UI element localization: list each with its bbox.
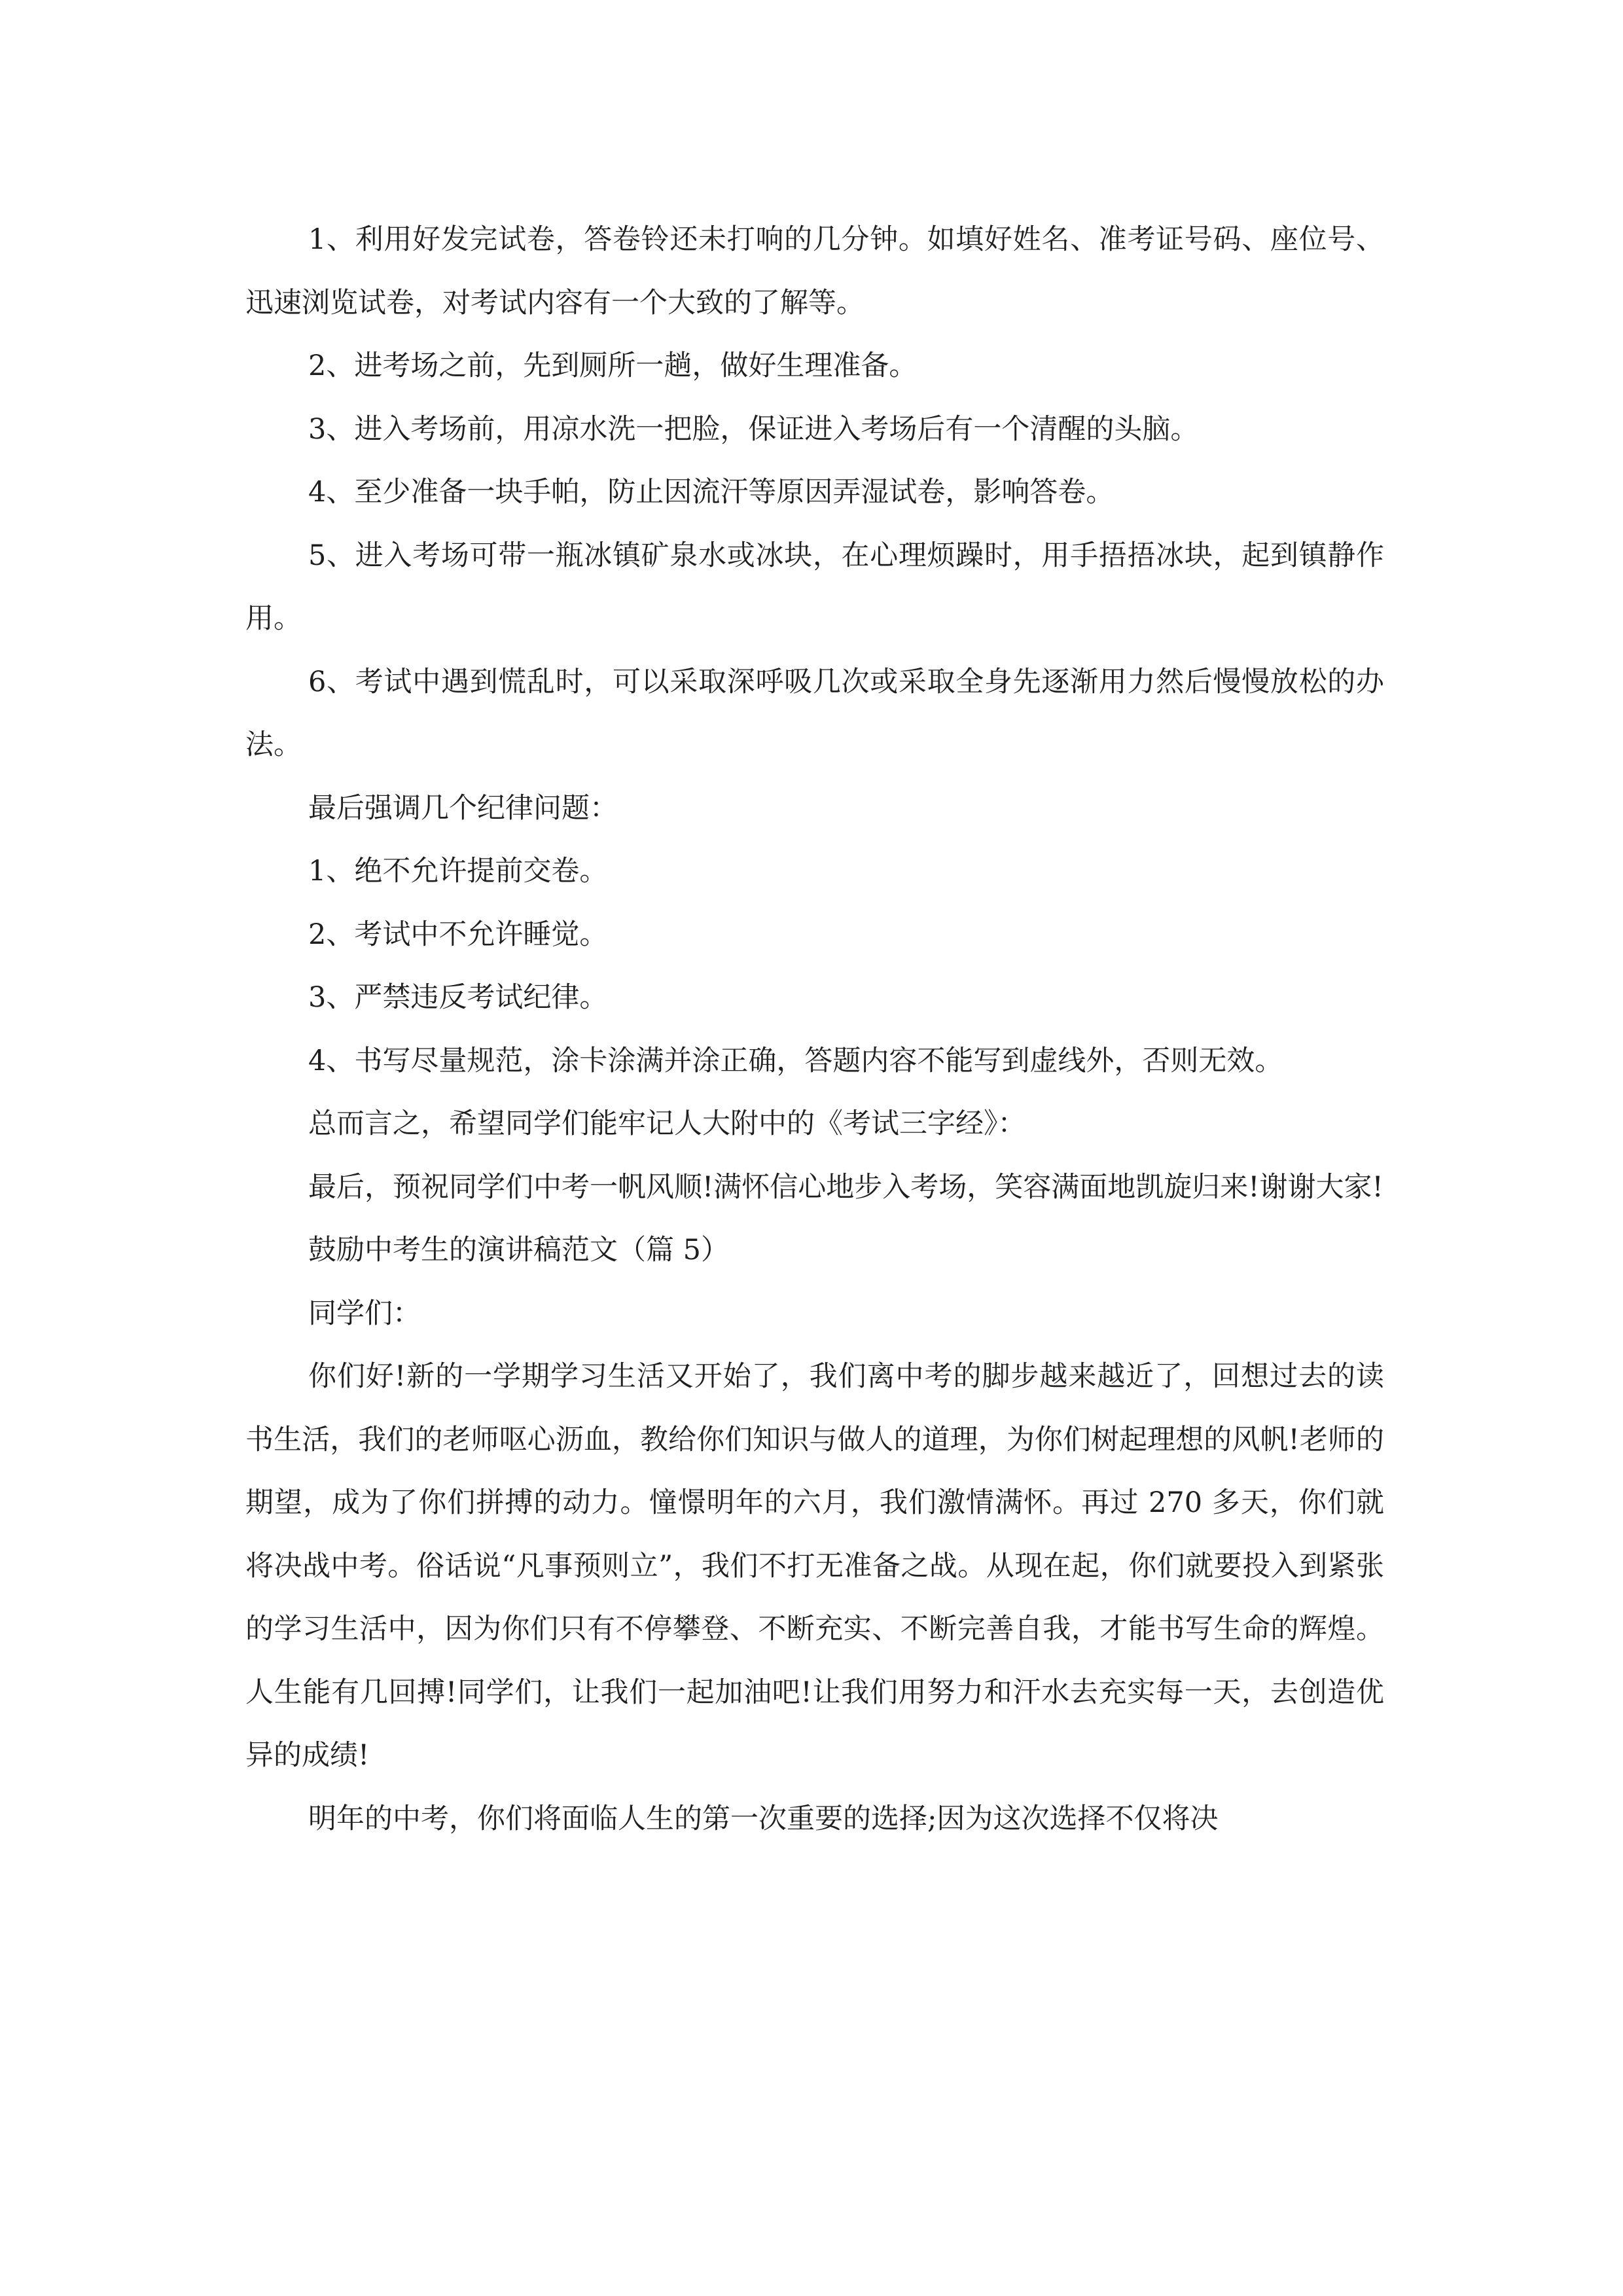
- paragraph: 3、严禁违反考试纪律。: [308, 981, 608, 1014]
- paragraph: 总而言之，希望同学们能牢记人大附中的《考试三字经》：: [308, 1107, 1026, 1140]
- paragraph: 最后强调几个纪律问题：: [308, 791, 618, 825]
- paragraph: 4、至少准备一块手帕，防止因流汗等原因弄湿试卷，影响答卷。: [308, 476, 1115, 509]
- section-heading: 鼓励中考生的演讲稿范文（篇 5）: [308, 1234, 730, 1266]
- paragraph: 5、进入考场可带一瓶冰镇矿泉水或冰块，在心理烦躁时，用手捂捂冰块，起到镇静作用。: [245, 539, 1384, 635]
- paragraph: 2、考试中不允许睡觉。: [308, 918, 608, 951]
- paragraph: 明年的中考，你们将面临人生的第一次重要的选择;因为这次选择不仅将决: [308, 1802, 1219, 1835]
- paragraph: 你们好!新的一学期学习生活又开始了，我们离中考的脚步越来越近了，回想过去的读书生活，我们的老师呕心沥血，教给你们知识与做人的道理，为你们树起理想的风帆!老师的期望，成为了你们拼搏的动力。憧憬明年的六月，我们激情满怀。再过 270 多天，你们就将决战中考。俗话说“凡事预则立”，我们不打无准备之战。从现在起，你们就要投入到紧张的学习生活中，因为你们只有不停攀登、不断充实、不断完善自我，才能书写生命的辉煌。人生能有几回搏!同学们，让我们一起加油吧!让我们用努力和汗水去充实每一天，去创造优异的成绩!: [245, 1360, 1384, 1772]
- salutation: 同学们：: [308, 1297, 421, 1330]
- paragraph: 1、利用好发完试卷，答卷铃还未打响的几分钟。如填好姓名、准考证号码、座位号、迅速浏览试卷，对考试内容有一个大致的了解等。: [245, 223, 1384, 319]
- paragraph: 2、进考场之前，先到厕所一趟，做好生理准备。: [308, 350, 918, 382]
- paragraph: 3、进入考场前，用凉水洗一把脸，保证进入考场后有一个清醒的头脑。: [308, 412, 1199, 446]
- paragraph: 6、考试中遇到慌乱时，可以采取深呼吸几次或采取全身先逐渐用力然后慢慢放松的办法。: [245, 665, 1384, 761]
- document-body: [245, 208, 1384, 1850]
- paragraph: 1、绝不允许提前交卷。: [308, 855, 608, 888]
- paragraph: 4、书写尽量规范，涂卡涂满并涂正确，答题内容不能写到虚线外，否则无效。: [308, 1044, 1283, 1077]
- paragraph: 最后，预祝同学们中考一帆风顺!满怀信心地步入考场，笑容满面地凯旋归来!谢谢大家!: [308, 1170, 1383, 1204]
